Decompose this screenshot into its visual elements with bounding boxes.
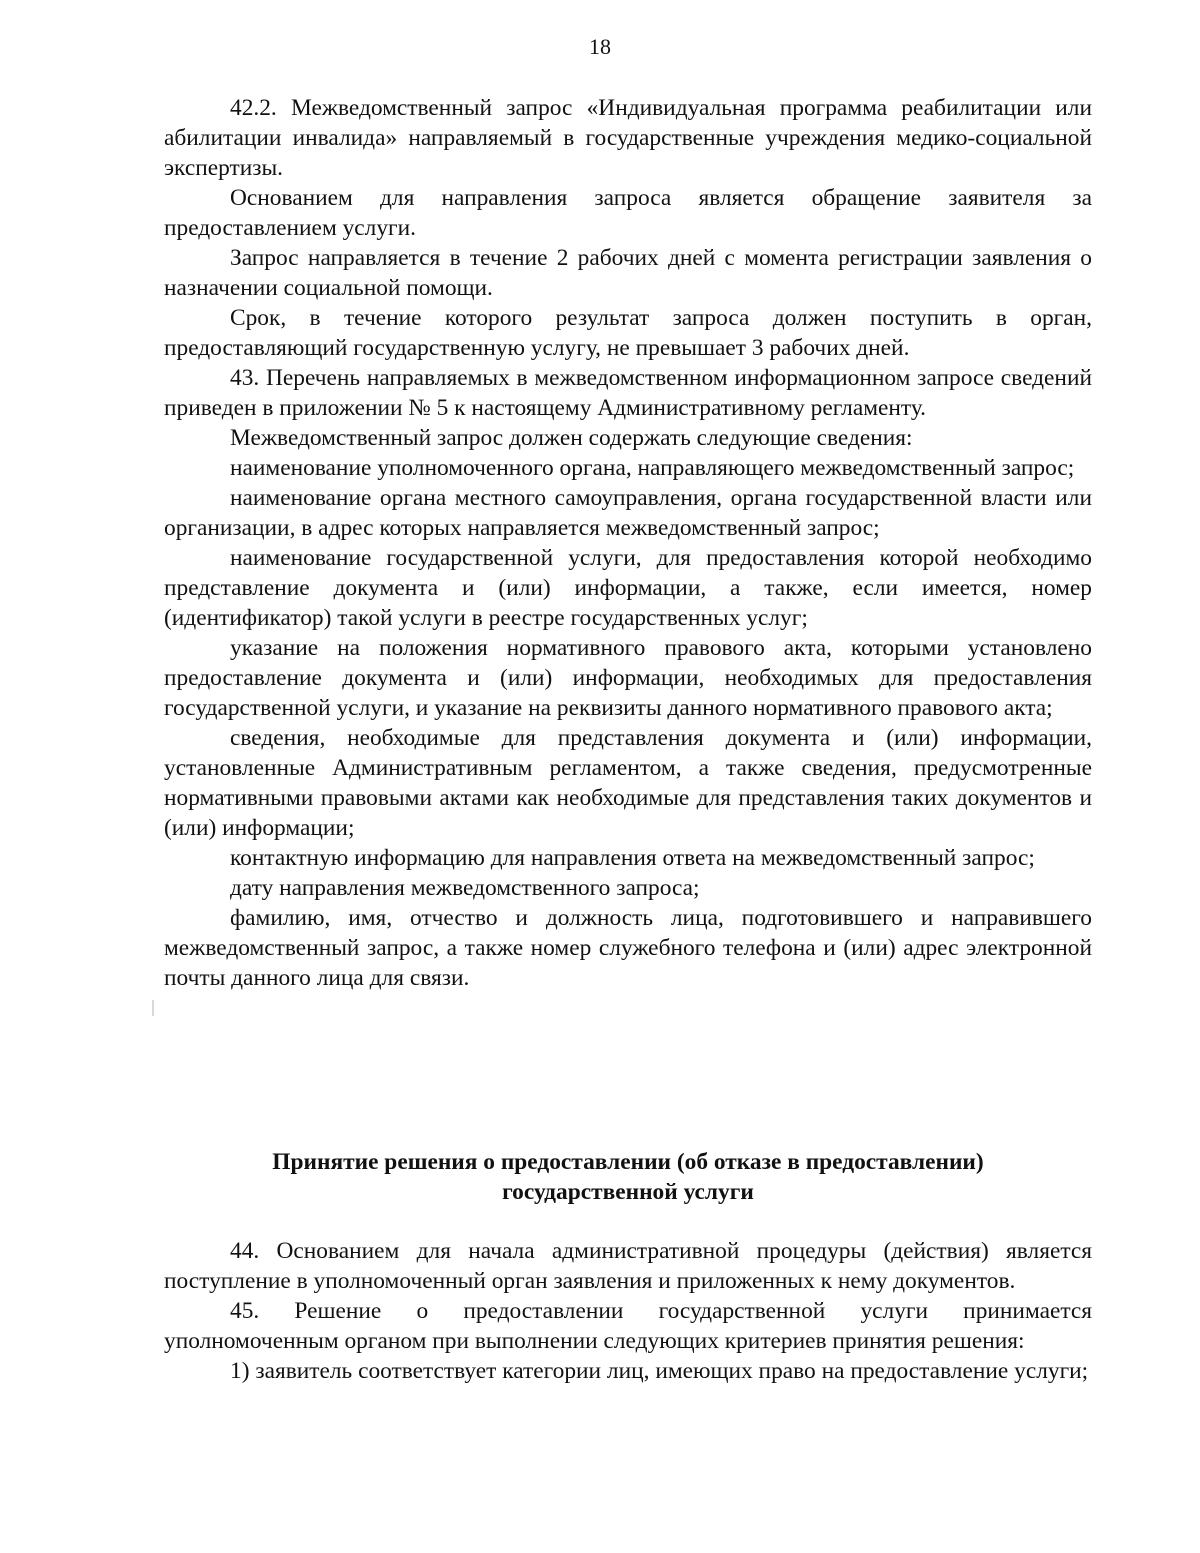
list-item: сведения, необходимые для представления документа и (или) информации, установленные Административным регламентом, а также сведения, предусмотренные нормативными правовыми актами как необходимые для представления таких документов и (или) информации;	[164, 725, 1092, 841]
list-item: контактную информацию для направления ответа на межведомственный запрос;	[230, 845, 1035, 871]
body-text	[164, 93, 1092, 993]
section-heading	[164, 1147, 1092, 1207]
body-text-after-heading	[164, 1236, 1092, 1386]
list-item: фамилию, имя, отчество и должность лица, подготовившего и направившего межведомственный запрос, а также номер служебного телефона и (или) адрес электронной почты данного лица для связи.	[164, 905, 1092, 991]
paragraph-42-2: 42.2. Межведомственный запрос «Индивидуальная программа реабилитации или абилитации инвалида» направляемый в государственные учреждения медико-социальной экспертизы.	[164, 95, 1092, 181]
paragraph: Запрос направляется в течение 2 рабочих дней с момента регистрации заявления о назначении социальной помощи.	[164, 245, 1092, 301]
paragraph-45: 45. Решение о предоставлении государственной услуги принимается уполномоченным органом при выполнении следующих критериев принятия решения:	[164, 1298, 1092, 1354]
paragraph: Межведомственный запрос должен содержать следующие сведения:	[230, 425, 913, 451]
list-item: наименование уполномоченного органа, направляющего межведомственный запрос;	[230, 455, 1075, 481]
section-heading-line-1: Принятие решения о предоставлении (об отказе в предоставлении)	[272, 1149, 984, 1175]
section-heading-line-2: государственной услуги	[502, 1179, 754, 1205]
list-item: указание на положения нормативного правового акта, которыми установлено предоставление документа и (или) информации, необходимых для предоставления государственной услуги, и указание на реквизиты данного нормативного правового акта;	[164, 635, 1092, 721]
scan-artifact	[152, 1000, 154, 1016]
paragraph-43: 43. Перечень направляемых в межведомственном информационном запросе сведений приведен в приложении № 5 к настоящему Административному регламенту.	[164, 365, 1092, 421]
list-item: дату направления межведомственного запроса;	[230, 875, 700, 901]
page-number: 18	[589, 34, 611, 59]
list-item: наименование государственной услуги, для предоставления которой необходимо представление документа и (или) информации, а также, если имеется, номер (идентификатор) такой услуги в реестре государственных услуг;	[164, 545, 1092, 631]
paragraph-44: 44. Основанием для начала административной процедуры (действия) является поступление в уполномоченный орган заявления и приложенных к нему документов.	[164, 1238, 1092, 1294]
list-item: 1) заявитель соответствует категории лиц, имеющих право на предоставление услуги;	[230, 1358, 1089, 1384]
paragraph: Срок, в течение которого результат запроса должен поступить в орган, предоставляющий государственную услугу, не превышает 3 рабочих дней.	[164, 305, 1092, 361]
list-item: наименование органа местного самоуправления, органа государственной власти или организации, в адрес которых направляется межведомственный запрос;	[164, 485, 1092, 541]
paragraph: Основанием для направления запроса является обращение заявителя за предоставлением услуги.	[164, 185, 1092, 241]
